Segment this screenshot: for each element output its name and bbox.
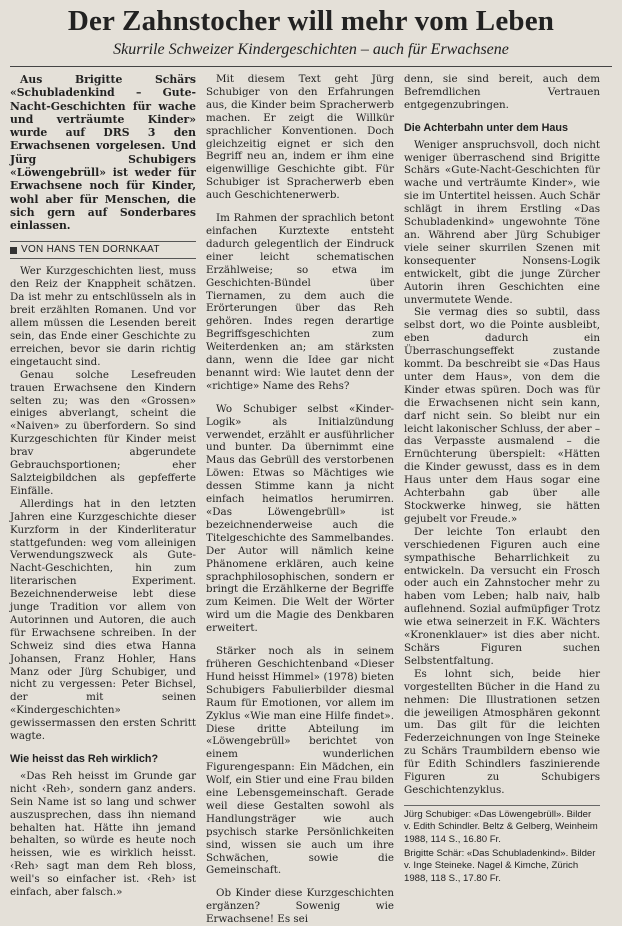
body-paragraph: «Das Reh heisst im Grunde gar nicht ‹Reh›, sondern ganz anders. Sein Name ist so lang und schwer auszusprechen, dass ihn niemand behalten hat. Hätte ihn jemand behalten, so würde es heute noch heissen, wie es wirklich heisst. ‹Reh› sagt man dem Reh bloss, weil's so einfacher ist. ‹Reh› ist einfach, aber falsch.» (10, 769, 196, 899)
credit-entry: Jürg Schubiger: «Das Löwengebrüll». Bilder v. Edith Schindler. Beltz & Gelberg, Weinheim 1988, 114 S., 16.80 Fr. (404, 808, 598, 845)
byline-square-icon (10, 247, 17, 254)
column-1 (10, 73, 196, 926)
headline: Der Zahnstocher will mehr vom Leben (67, 5, 555, 37)
body-paragraph: Sie vermag dies so subtil, dass selbst dort, wo die Pointe ausbleibt, eben dadurch ein Überraschungseffekt zustande kommt. Da beschreibt sie «Das Haus unter dem Haus», von dem die Kinder etwas spüren. Doch was für die Erwachsenen nicht sein kann, darf nicht sein. So bleibt nur ein leicht lakonischer Schluss, der aber – das Verpasste ausmalend – die Ernüchterung überspielt: «Hätten die Kinder gewusst, dass es in dem Haus unter dem Haus sogar eine Achterbahn gab über alle Stockwerke hinweg, sie hätten gejubelt vor Freude.» (404, 306, 600, 525)
body-paragraph: Im Rahmen der sprachlich betont einfachen Kurztexte entsteht dadurch gelegentlich der Eindruck einer leicht schematischen Erzählweise; so etwa im Geschichten-Bündel über Tiernamen, zu dem auch die Erörterungen über das Reh gehören. Indes regen derartige Begriffsgeschichten zum Weiterdenken an; am stärksten dann, wenn die Idee gar nicht benannt wird: Wie lautet denn der «richtige» Name des Rehs? (206, 212, 394, 392)
column-2 (206, 73, 394, 926)
byline-text: VON HANS TEN DORNKAAT (21, 243, 160, 255)
body-paragraph: denn, sie sind bereit, auch dem Befremdlichen Vertrauen entgegenzubringen. (404, 73, 600, 111)
body-paragraph: Stärker noch als in seinem früheren Geschichtenband «Dieser Hund heisst Himmel» (1978) bieten Schubigers Fabulierbilder diesmal Raum für Emotionen, vor allem im Zyklus «Wie man eine Hilfe findet». Diese dritte Abteilung im «Löwengebrüll» berichtet von einem wunderlichen Figurengespann: Ein Mädchen, ein Wolf, ein Stier und eine Frau bilden eine Lebensgemeinschaft. Gerade weil diese Gestalten sowohl als Handlungsträger wie auch psychisch starke Persönlichkeiten sind, wissen sie auch um ihre Schwächen, sowie die Gemeinschaft. (206, 645, 394, 877)
subheadline: Skurrile Schweizer Kindergeschichten – auch für Erwachsene (113, 41, 509, 58)
body-paragraph: Genau solche Lesefreuden trauen Erwachsene den Kindern selten zu; was den «Grossen» einiges abverlangt, scheint die «Naiven» zu überfordern. So sind Kurzgeschichten für Kinder meist brav abgerundete Gebrauchsportionen; eher Salzteigbildchen als gepfefferte Einfälle. (10, 368, 196, 497)
body-paragraph: Wer Kurzgeschichten liest, muss den Reiz der Knappheit schätzen. Da ist mehr zu entschlüsseln als in breit erzählten Romanen. Und vor allem müssen die Lesenden bereit sein, das Ende einer Geschichte zu erreichen, bevor sie darin richtig eingetaucht sind. (10, 265, 196, 368)
body-paragraph: Wo Schubiger selbst «Kinder-Logik» als Initialzündung verwendet, erzählt er ausführlicher und bunter. Da übernimmt eine Maus das Gebrüll des verstorbenen Löwen: Etwas so Mächtiges wie dessen Stimme kann ja nicht einfach heimatlos herumirren. «Das Löwengebrüll» ist bezeichnenderweise auch die Titelgeschichte des Sammelbandes. Der Autor will nämlich keine Phänomene erklären, auch keine sprachphilosophischen, sondern er bringt die Erzählkerne der Begriffe zum Keimen. Die Welt der Wörter wird um die Magie des Denkbaren erweitert. (206, 402, 394, 635)
body-paragraph: Allerdings hat in den letzten Jahren eine Kurzgeschichte dieser Kurzform in der Kinderliteratur stattgefunden: weg vom alleinigen Verwendungszweck als Gute-Nacht-Geschichten, hin zum literarischen Experiment. Bezeichnenderweise lebt diese junge Tradition vor allem von Autorinnen und Autoren, die auch für Erwachsene schreiben. In der Schweiz sind dies etwa Hanna Johansen, Franz Hohler, Hans Manz oder Jürg Schubiger, und nicht zu vergessen: Peter Bichsel, der mit seinen «Kindergeschichten» gewissermassen den ersten Schritt wagte. (10, 497, 196, 743)
body-paragraph: Der leichte Ton erlaubt den verschiedenen Figuren auch eine sympathische Beharrlichkeit zu entwickeln. Da versucht ein Frosch oder auch ein Zahnstocher mehr zu haben vom Leben; halb naiv, halb auflehnend. Sozial aufmüpfiger Trotz wie etwa seinerzeit in F.K. Wächters «Kronenklauer» ist dies aber nicht. Schärs Figuren suchen Selbstentfaltung. (404, 525, 600, 667)
byline (10, 241, 196, 260)
body-paragraph: Es lohnt sich, beide hier vorgestellten Bücher in die Hand zu nehmen: Die Illustrationen setzen die jeweiligen Atmosphären gekonnt um. Das gilt für die leichten Federzeichnungen von Inge Steineke zu Schärs Traumbildern ebenso wie für Edith Schindlers faszinierende Figuren zu Schubigers Geschichtenzyklus. (404, 667, 600, 796)
header-rule (10, 66, 612, 67)
article-columns (10, 73, 612, 926)
credit-entry: Brigitte Schär: «Das Schubladenkind». Bilder v. Inge Steineke. Nagel & Kimche, Zürich 1988, 118 S., 17.80 Fr. (404, 848, 596, 884)
column-3 (404, 73, 600, 926)
body-paragraph: Weniger anspruchsvoll, doch nicht weniger überraschend sind Brigitte Schärs «Gute-Nacht-Geschichten für wache und verträumte Kinder», wie sie im Untertitel heissen. Auch Schär schlägt in ihrem Erstling «Das Schubladenkind» ungewohnte Töne an. Während aber Jürg Schubiger viele seiner skurrilen Szenen mit konsequenter Nonsens-Logik entwickelt, gibt die junge Zürcher Autorin ihren Geschichten eine unvermutete Wende. (404, 138, 600, 306)
subhead: Wie heisst das Reh wirklich? (10, 753, 159, 765)
book-credits (404, 805, 600, 885)
lead-paragraph: Aus Brigitte Schärs «Schubladenkind – Gute-Nacht-Geschichten für wache und verträumte Kinder» wurde auf DRS 3 den Erwachsenen vorgelesen. Und Jürg Schubigers «Löwengebrüll» ist weder für Erwachsene noch für Kinder, wohl aber für Menschen, die sich gern auf Sonderbares einlassen. (10, 73, 196, 233)
body-paragraph: Mit diesem Text geht Jürg Schubiger von den Erfahrungen aus, die Kinder beim Spracherwerb machen. Er zeigt die Willkür sprachlicher Konventionen. Doch gleichzeitig eignet er sich den Begriff neu an, indem er ihm eine eigenwillige Geschichte gibt. Für Schubiger ist Spracherwerb eben auch Geschichtenerwerb. (206, 73, 394, 202)
subhead: Die Achterbahn unter dem Haus (404, 121, 568, 134)
body-paragraph: Ob Kinder diese Kurzgeschichten ergänzen? Sowenig wie Erwachsene! Es sei (206, 887, 394, 926)
